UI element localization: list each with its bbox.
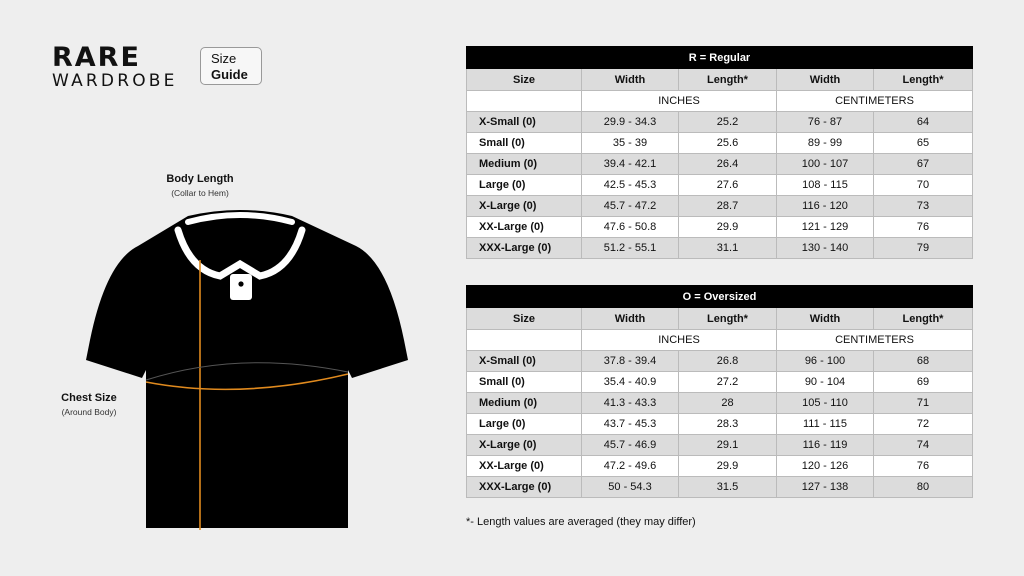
size-cell: X-Large (0) bbox=[467, 435, 582, 456]
brand-name-line2: WARDROBE bbox=[52, 71, 178, 91]
table-caption: R = Regular bbox=[467, 47, 973, 69]
col-length-in: Length* bbox=[679, 69, 777, 91]
length-inches-cell: 28.7 bbox=[679, 196, 777, 217]
width-inches-cell: 43.7 - 45.3 bbox=[582, 414, 679, 435]
length-inches-cell: 27.6 bbox=[679, 175, 777, 196]
badge-size-text: Size bbox=[211, 51, 237, 66]
table-row bbox=[467, 393, 973, 414]
width-cm-cell: 76 - 87 bbox=[777, 112, 874, 133]
width-cm-cell: 108 - 115 bbox=[777, 175, 874, 196]
width-inches-cell: 39.4 - 42.1 bbox=[582, 154, 679, 175]
oversized-size-table bbox=[466, 285, 973, 498]
width-inches-cell: 47.6 - 50.8 bbox=[582, 217, 679, 238]
width-cm-cell: 105 - 110 bbox=[777, 393, 874, 414]
table-row bbox=[467, 175, 973, 196]
size-cell: X-Large (0) bbox=[467, 196, 582, 217]
col-size: Size bbox=[467, 69, 582, 91]
table-body bbox=[467, 112, 973, 259]
length-inches-cell: 28.3 bbox=[679, 414, 777, 435]
table-row bbox=[467, 351, 973, 372]
table-row bbox=[467, 435, 973, 456]
length-inches-cell: 29.9 bbox=[679, 217, 777, 238]
width-inches-cell: 45.7 - 47.2 bbox=[582, 196, 679, 217]
body-length-sublabel: (Collar to Hem) bbox=[171, 188, 229, 198]
chest-size-sublabel: (Around Body) bbox=[61, 407, 117, 417]
width-inches-cell: 35 - 39 bbox=[582, 133, 679, 154]
length-cm-cell: 74 bbox=[874, 435, 973, 456]
length-cm-cell: 64 bbox=[874, 112, 973, 133]
col-length-cm: Length* bbox=[874, 308, 973, 330]
body-length-label: Body Length bbox=[166, 173, 234, 185]
polo-shirt-illustration bbox=[70, 200, 410, 532]
length-inches-cell: 25.6 bbox=[679, 133, 777, 154]
table-body bbox=[467, 351, 973, 498]
table-caption: O = Oversized bbox=[467, 286, 973, 308]
length-inches-cell: 26.8 bbox=[679, 351, 777, 372]
badge-guide-text: Guide bbox=[211, 67, 248, 82]
shirt-placket bbox=[230, 274, 252, 300]
unit-blank bbox=[467, 330, 582, 351]
col-size: Size bbox=[467, 308, 582, 330]
regular-size-table bbox=[466, 46, 973, 259]
length-cm-cell: 76 bbox=[874, 456, 973, 477]
table-row bbox=[467, 133, 973, 154]
length-cm-cell: 73 bbox=[874, 196, 973, 217]
width-cm-cell: 90 - 104 bbox=[777, 372, 874, 393]
width-cm-cell: 130 - 140 bbox=[777, 238, 874, 259]
width-inches-cell: 50 - 54.3 bbox=[582, 477, 679, 498]
size-cell: Large (0) bbox=[467, 414, 582, 435]
width-cm-cell: 100 - 107 bbox=[777, 154, 874, 175]
width-cm-cell: 120 - 126 bbox=[777, 456, 874, 477]
size-cell: Large (0) bbox=[467, 175, 582, 196]
width-inches-cell: 47.2 - 49.6 bbox=[582, 456, 679, 477]
width-inches-cell: 45.7 - 46.9 bbox=[582, 435, 679, 456]
unit-centimeters: CENTIMETERS bbox=[777, 91, 973, 112]
length-cm-cell: 72 bbox=[874, 414, 973, 435]
length-cm-cell: 68 bbox=[874, 351, 973, 372]
width-inches-cell: 42.5 - 45.3 bbox=[582, 175, 679, 196]
length-cm-cell: 70 bbox=[874, 175, 973, 196]
table-row bbox=[467, 477, 973, 498]
unit-centimeters: CENTIMETERS bbox=[777, 330, 973, 351]
width-inches-cell: 29.9 - 34.3 bbox=[582, 112, 679, 133]
width-inches-cell: 37.8 - 39.4 bbox=[582, 351, 679, 372]
size-cell: X-Small (0) bbox=[467, 112, 582, 133]
length-cm-cell: 80 bbox=[874, 477, 973, 498]
length-cm-cell: 71 bbox=[874, 393, 973, 414]
length-cm-cell: 79 bbox=[874, 238, 973, 259]
size-cell: XXX-Large (0) bbox=[467, 238, 582, 259]
table-row bbox=[467, 112, 973, 133]
length-inches-cell: 29.1 bbox=[679, 435, 777, 456]
size-cell: XXX-Large (0) bbox=[467, 477, 582, 498]
footnote: *- Length values are averaged (they may differ) bbox=[466, 516, 696, 528]
width-cm-cell: 116 - 119 bbox=[777, 435, 874, 456]
width-cm-cell: 121 - 129 bbox=[777, 217, 874, 238]
chest-size-label: Chest Size bbox=[61, 392, 117, 404]
shirt-body bbox=[86, 210, 408, 528]
col-length-in: Length* bbox=[679, 308, 777, 330]
table-row bbox=[467, 196, 973, 217]
col-width-in: Width bbox=[582, 308, 679, 330]
length-inches-cell: 25.2 bbox=[679, 112, 777, 133]
length-inches-cell: 26.4 bbox=[679, 154, 777, 175]
shirt-button bbox=[238, 281, 243, 286]
unit-inches: INCHES bbox=[582, 330, 777, 351]
length-inches-cell: 31.1 bbox=[679, 238, 777, 259]
table-row bbox=[467, 456, 973, 477]
unit-blank bbox=[467, 91, 582, 112]
brand-logo bbox=[52, 44, 178, 90]
table-row bbox=[467, 238, 973, 259]
length-cm-cell: 67 bbox=[874, 154, 973, 175]
table-row bbox=[467, 217, 973, 238]
length-cm-cell: 69 bbox=[874, 372, 973, 393]
length-inches-cell: 27.2 bbox=[679, 372, 777, 393]
length-inches-cell: 29.9 bbox=[679, 456, 777, 477]
table-row bbox=[467, 414, 973, 435]
width-inches-cell: 41.3 - 43.3 bbox=[582, 393, 679, 414]
col-width-in: Width bbox=[582, 69, 679, 91]
size-cell: X-Small (0) bbox=[467, 351, 582, 372]
size-cell: Medium (0) bbox=[467, 154, 582, 175]
width-inches-cell: 51.2 - 55.1 bbox=[582, 238, 679, 259]
unit-inches: INCHES bbox=[582, 91, 777, 112]
table-row bbox=[467, 154, 973, 175]
width-cm-cell: 111 - 115 bbox=[777, 414, 874, 435]
size-cell: XX-Large (0) bbox=[467, 456, 582, 477]
table-row bbox=[467, 372, 973, 393]
size-cell: XX-Large (0) bbox=[467, 217, 582, 238]
col-length-cm: Length* bbox=[874, 69, 973, 91]
length-cm-cell: 76 bbox=[874, 217, 973, 238]
size-cell: Small (0) bbox=[467, 372, 582, 393]
col-width-cm: Width bbox=[777, 69, 874, 91]
width-cm-cell: 127 - 138 bbox=[777, 477, 874, 498]
width-cm-cell: 96 - 100 bbox=[777, 351, 874, 372]
width-cm-cell: 116 - 120 bbox=[777, 196, 874, 217]
brand-name-line1: RARE bbox=[52, 42, 141, 73]
size-cell: Small (0) bbox=[467, 133, 582, 154]
size-guide-badge bbox=[200, 47, 262, 85]
length-inches-cell: 28 bbox=[679, 393, 777, 414]
size-cell: Medium (0) bbox=[467, 393, 582, 414]
width-inches-cell: 35.4 - 40.9 bbox=[582, 372, 679, 393]
col-width-cm: Width bbox=[777, 308, 874, 330]
length-cm-cell: 65 bbox=[874, 133, 973, 154]
width-cm-cell: 89 - 99 bbox=[777, 133, 874, 154]
length-inches-cell: 31.5 bbox=[679, 477, 777, 498]
